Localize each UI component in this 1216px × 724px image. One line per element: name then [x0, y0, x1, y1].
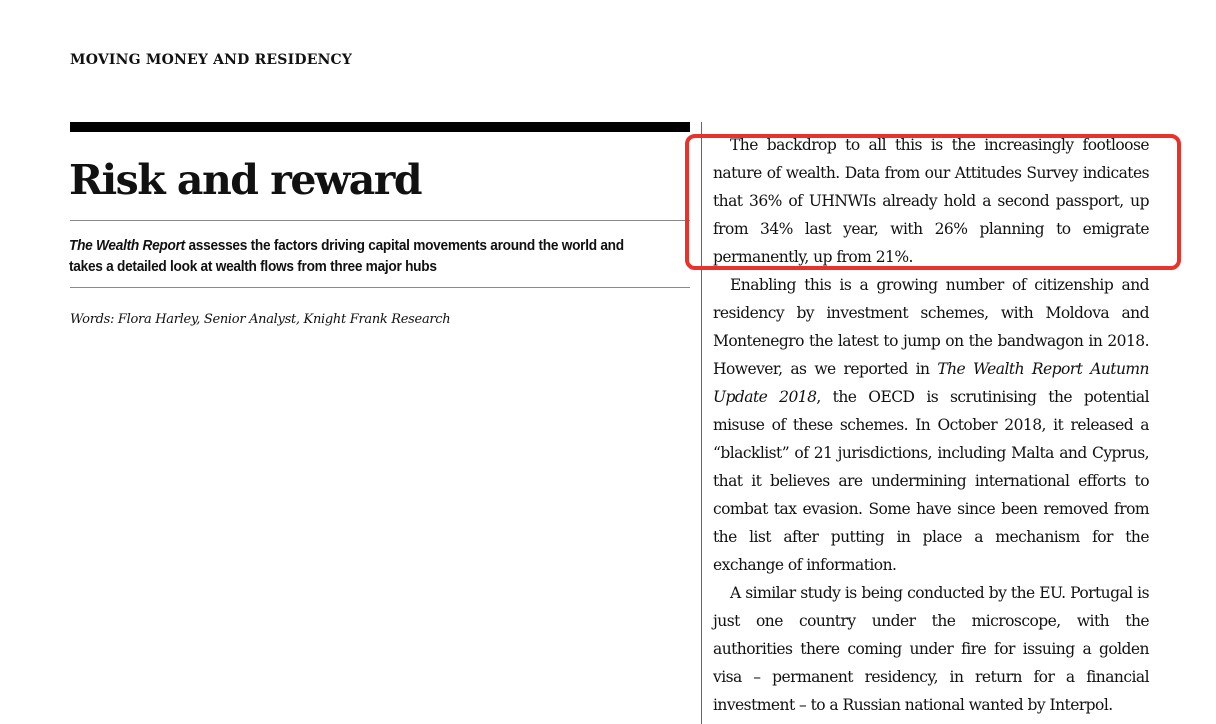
paragraph-2-reference: The Wealth Report Autumn Update 2018	[713, 360, 1149, 406]
standfirst-rule-bottom	[70, 287, 690, 288]
byline: Words: Flora Harley, Senior Analyst, Knight Frank Research	[70, 312, 451, 327]
standfirst-publication: The Wealth Report	[69, 237, 185, 254]
paragraph-2-start: Enabling this is a growing number of citizenship and residency by investment schemes, with Moldova and Montenegro the latest to jump on the bandwagon in 2018. However, as we reported in	[713, 276, 1149, 378]
title-rule	[70, 122, 690, 132]
standfirst-rule-top	[70, 220, 690, 221]
paragraph-2	[713, 271, 1149, 579]
paragraph-2-end: , the OECD is scrutinising the potential misuse of these schemes. In October 2018, it released a “blacklist” of 21 jurisdictions, including Malta and Cyprus, that it believes are undermining international efforts to combat tax evasion. Some have since been removed from the list after putting in place a mechanism for the exchange of information.	[713, 388, 1149, 574]
highlight-box	[685, 134, 1181, 270]
standfirst	[69, 235, 645, 277]
section-label: MOVING MONEY AND RESIDENCY	[70, 52, 353, 68]
standfirst-text: assesses the factors driving capital movements around the world and takes a detailed look at wealth flows from three major hubs	[69, 237, 624, 275]
paragraph-1: The backdrop to all this is the increasingly footloose nature of wealth. Data from our Attitudes Survey indicates that 36% of UHNWIs already hold a second passport, up from 34% last year, with 26% planning to emigrate permanently, up from 21%.	[713, 136, 1149, 266]
paragraph-3: A similar study is being conducted by the EU. Portugal is just one country under the microscope, with the authorities there coming under fire for issuing a golden visa – permanent residency, in return for a financial investment – to a Russian national wanted by Interpol.	[713, 584, 1149, 714]
article-title: Risk and reward	[69, 156, 422, 204]
